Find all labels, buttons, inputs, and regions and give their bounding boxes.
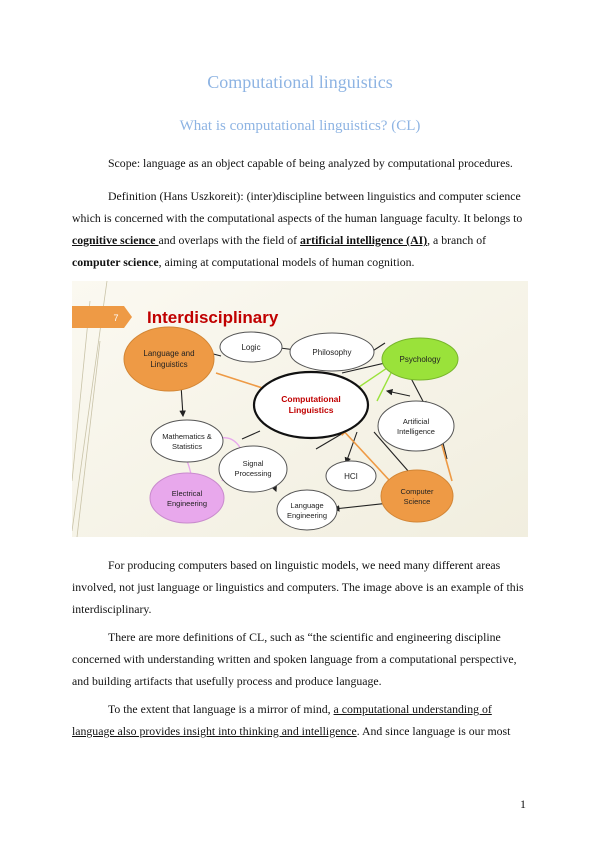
definition-text-1: Definition (Hans Uszkoreit): (inter)discipline between linguistics and computer science which is concerned with the computational aspects of the human language faculty. It belongs to xyxy=(72,189,523,225)
svg-text:Computational: Computational xyxy=(281,394,341,404)
slide-number-tab xyxy=(72,306,132,328)
mirror-underlined-text: a computational understanding of language also provides insight into thinking and intelligence xyxy=(72,702,492,738)
svg-text:Mathematics &: Mathematics & xyxy=(162,432,212,441)
scope-paragraph: Scope: language as an object capable of being analyzed by computational procedures. xyxy=(108,156,513,170)
definitions-paragraph: There are more definitions of CL, such as “the scientific and engineering discipline concerned with understanding written and spoken language from a computational perspective, and building artifacts that usefully process and produce language. xyxy=(72,630,517,688)
node-hci xyxy=(326,461,376,491)
svg-text:Logic: Logic xyxy=(241,343,261,352)
computer-science-bold: computer science xyxy=(72,255,159,269)
svg-text:Psychology: Psychology xyxy=(399,355,441,364)
interdisciplinary-diagram xyxy=(72,281,528,537)
node-computer-science xyxy=(381,470,453,522)
cognitive-science-link[interactable]: cognitive science xyxy=(72,233,159,247)
document-subtitle: What is computational linguistics? (CL) xyxy=(179,118,421,134)
mirror-paragraph xyxy=(72,698,528,742)
artificial-intelligence-link[interactable]: artificial intelligence (AI) xyxy=(300,233,428,247)
node-mathematics-statistics xyxy=(151,420,223,462)
svg-text:Engineering: Engineering xyxy=(286,511,328,520)
svg-text:HCI: HCI xyxy=(344,472,358,481)
mirror-text-2: . And since language is our most xyxy=(356,724,511,738)
svg-text:Language: Language xyxy=(290,501,324,510)
svg-text:Intelligence: Intelligence xyxy=(397,427,435,436)
figure-heading: Interdisciplinary xyxy=(147,308,279,327)
definition-text-3: , a branch of xyxy=(427,233,487,247)
slide-number: 7 xyxy=(113,313,119,323)
definition-text-2: and overlaps with the field of xyxy=(158,233,301,247)
node-logic xyxy=(220,332,282,362)
interdisciplinary-figure xyxy=(72,281,528,537)
svg-text:Linguistics: Linguistics xyxy=(288,405,334,415)
node-signal-processing xyxy=(219,446,287,492)
svg-text:Statistics: Statistics xyxy=(171,442,203,451)
node-language-linguistics xyxy=(124,327,214,391)
node-electrical-engineering xyxy=(150,473,224,523)
node-language-engineering xyxy=(277,490,337,530)
svg-text:Computer: Computer xyxy=(400,487,434,496)
node-computational-linguistics xyxy=(254,372,368,438)
svg-text:Language and: Language and xyxy=(143,349,195,358)
page-number: 1 xyxy=(520,797,526,811)
svg-text:Engineering: Engineering xyxy=(166,499,208,508)
definition-text-4: , aiming at computational models of human cognition. xyxy=(158,255,415,269)
svg-text:Linguistics: Linguistics xyxy=(150,360,188,369)
svg-text:Signal: Signal xyxy=(242,459,264,468)
node-philosophy xyxy=(290,333,374,371)
svg-text:Processing: Processing xyxy=(234,469,272,478)
svg-text:Electrical: Electrical xyxy=(171,489,203,498)
document-title: Computational linguistics xyxy=(207,72,393,92)
svg-text:Science: Science xyxy=(403,497,431,506)
node-psychology xyxy=(382,338,458,380)
mirror-text-1: To the extent that language is a mirror of mind, xyxy=(108,702,334,716)
svg-text:Artificial: Artificial xyxy=(402,417,430,426)
models-paragraph: For producing computers based on linguistic models, we need many different areas involved, not just language or linguistics and computers. The image above is an example of this interdisciplinary. xyxy=(72,558,524,616)
svg-text:Philosophy: Philosophy xyxy=(312,348,352,357)
node-artificial-intelligence xyxy=(378,401,454,451)
definition-paragraph xyxy=(72,185,528,273)
